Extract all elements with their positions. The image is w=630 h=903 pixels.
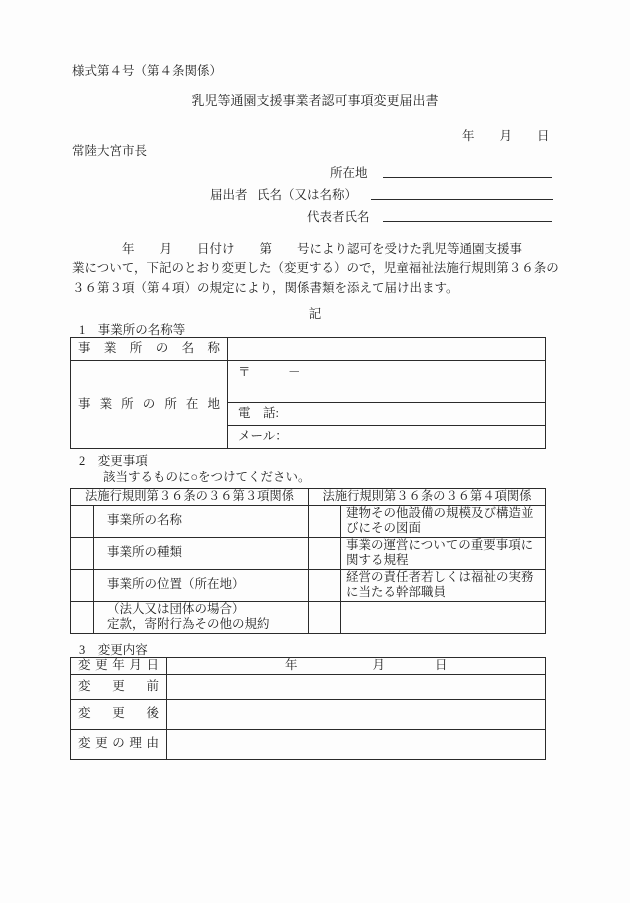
body-line-3: ３６第３項（第４項）の規定により，関係書類を添えて届け出ます。 (72, 280, 459, 295)
before-change-label: 変 更 前 (71, 674, 167, 699)
section2-heading: 2 変更事項 (79, 454, 148, 468)
change-item-right-3: 経営の責任者若しくは福祉の実務に当たる幹部職員 (341, 569, 546, 601)
postal-code-cell[interactable]: 〒 － (228, 361, 546, 403)
change-item-left-4-line2: 定款，寄附行為その他の規約 (107, 617, 270, 631)
name-blank[interactable] (371, 199, 553, 200)
change-item-left-4-line1: （法人又は団体の場合） (107, 601, 245, 616)
check-cell-right-1[interactable] (309, 505, 341, 537)
ki-marker: 記 (308, 307, 322, 321)
section1-heading: 1 事業所の名称等 (79, 323, 186, 337)
rule-item4-header: 法施行規則第３６条の３６第４項関係 (309, 489, 546, 506)
addressee: 常陸大宮市長 (72, 144, 148, 158)
name-label: 氏名（又は名称） (257, 188, 358, 202)
change-item-right-4 (341, 601, 546, 633)
submitter-role-label: 届出者 (210, 188, 248, 202)
before-change-cell[interactable] (167, 674, 546, 699)
change-item-left-2: 事業所の種類 (94, 537, 309, 569)
date-blank[interactable]: 年 月 日 (462, 129, 550, 143)
change-reason-cell[interactable] (167, 729, 546, 759)
change-items-table (70, 488, 546, 634)
check-cell-left-1[interactable] (71, 505, 94, 537)
office-address-label: 事 業 所 の 所 在 地 (71, 361, 228, 449)
body-line-2: 業について，下記のとおり変更した（変更する）ので，児童福祉法施行規則第３６条の (72, 261, 559, 276)
location-blank[interactable] (383, 177, 552, 178)
representative-label: 代表者氏名 (307, 210, 370, 224)
change-date-label: 変 更 年 月 日 (71, 658, 167, 675)
check-cell-right-4[interactable] (309, 601, 341, 633)
body-paragraph (72, 240, 559, 298)
page-title: 乳児等通園支援事業者認可事項変更届出書 (191, 93, 439, 108)
change-reason-label: 変 更 の 理 由 (71, 729, 167, 759)
check-cell-left-3[interactable] (71, 569, 94, 601)
after-change-label: 変 更 後 (71, 699, 167, 729)
change-date-cell[interactable]: 年 月 日 (167, 658, 546, 675)
section2-note: 該当するものに○をつけてください。 (103, 470, 311, 484)
check-cell-right-2[interactable] (309, 537, 341, 569)
body-line-1: 年 月 日付け 第 号により認可を受けた乳児等通園支援事 (72, 242, 523, 256)
change-item-right-2: 事業の運営についての重要事項に関する規程 (341, 537, 546, 569)
telephone-cell[interactable]: 電 話: (228, 403, 546, 426)
form-number: 様式第４号（第４条関係） (72, 64, 223, 78)
office-info-table (70, 337, 546, 449)
change-item-left-3: 事業所の位置（所在地） (94, 569, 309, 601)
change-item-left-1: 事業所の名称 (94, 505, 309, 537)
change-item-left-4 (94, 601, 309, 633)
office-name-label: 事 業 所 の 名 称 (71, 338, 228, 361)
location-label: 所在地 (330, 166, 368, 180)
check-cell-right-3[interactable] (309, 569, 341, 601)
office-name-cell[interactable] (228, 338, 546, 361)
check-cell-left-2[interactable] (71, 537, 94, 569)
after-change-cell[interactable] (167, 699, 546, 729)
change-item-right-1: 建物その他設備の規模及び構造並びにその図面 (341, 505, 546, 537)
email-cell[interactable]: メール： (228, 426, 546, 449)
change-details-table (70, 657, 546, 760)
check-cell-left-4[interactable] (71, 601, 94, 633)
representative-blank[interactable] (383, 221, 552, 222)
section3-heading: 3 変更内容 (79, 643, 148, 657)
rule-item3-header: 法施行規則第３６条の３６第３項関係 (71, 489, 309, 506)
